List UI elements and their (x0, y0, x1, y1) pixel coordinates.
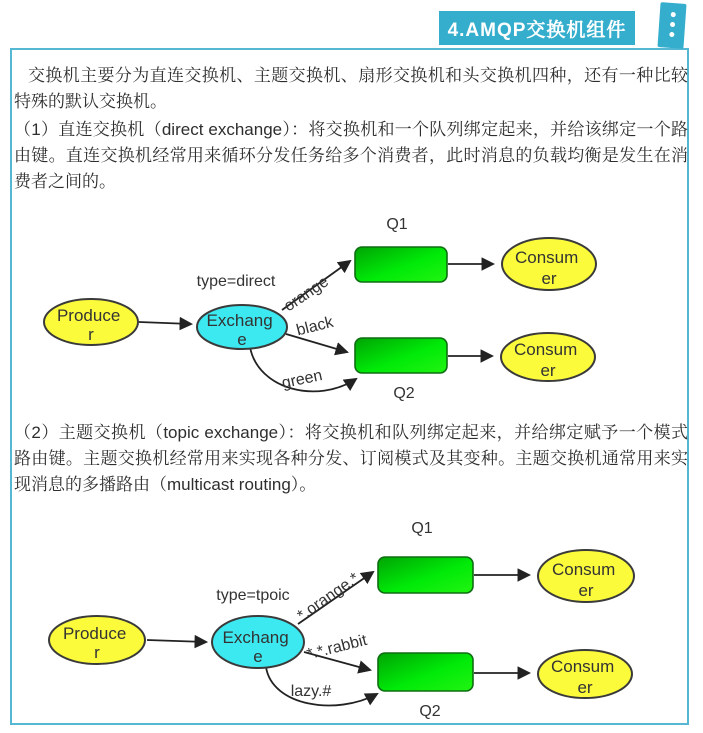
producer-label: Produce r (62, 624, 127, 662)
edge-producer-exchange (147, 640, 206, 642)
consumer1-label: Consum er (514, 248, 579, 288)
routing-key-black: black (294, 313, 336, 340)
queue-q1-label: Q1 (386, 216, 408, 233)
queue-q2-box (355, 338, 447, 373)
edge-exchange-q2 (286, 334, 347, 352)
paragraph-direct-exchange: （1）直连交换机（direct exchange）：将交换机和一个队列绑定起来，并给该绑定一个路由键。直连交换机经常用来循环分发任务给多个消费者，此时消息的负载均衡是发生在消费者之间的。 (14, 120, 688, 191)
type-label: type=tpoic (216, 587, 290, 604)
routing-key-lazy-pattern: lazy.# (290, 683, 332, 700)
queue-q1-label: Q1 (411, 520, 433, 537)
routing-key-orange-pattern: *.orange.* (294, 569, 363, 625)
queue-q2-label: Q2 (393, 385, 415, 402)
queue-q1-box (378, 557, 473, 593)
exchange-label: Exchang e (222, 628, 289, 666)
kebab-menu-icon[interactable] (657, 2, 686, 49)
diagram-direct-exchange (12, 200, 687, 405)
page-title: 4.AMQP交换机组件 (447, 19, 627, 41)
consumer2-label: Consum er (513, 340, 578, 380)
queue-q1-box (355, 247, 447, 282)
paragraph-intro: 交换机主要分为直连交换机、主题交换机、扇形交换机和头交换机四种，还有一种比较特殊的默认交换机。 (14, 66, 688, 111)
dot-icon (669, 22, 674, 27)
dot-icon (669, 32, 674, 37)
consumer2-label: Consum er (550, 657, 615, 697)
queue-q2-label: Q2 (419, 703, 441, 720)
paragraph-topic-exchange: （2）主题交换机（topic exchange）：将交换机和队列绑定起来，并给绑定赋予一个模式路由键。主题交换机经常用来实现各种分发、订阅模式及其变种。主题交换机通常用来实现消息的多播路由（multicast routing）。 (14, 423, 688, 494)
dot-icon (670, 12, 675, 17)
queue-q2-box (378, 653, 473, 691)
routing-key-orange: orange (281, 273, 332, 316)
header-bar (439, 11, 635, 45)
routing-key-green: green (280, 367, 324, 393)
type-label: type=direct (196, 273, 276, 290)
exchange-label: Exchang e (206, 311, 273, 349)
consumer1-label: Consum er (551, 560, 616, 600)
routing-key-rabbit-pattern: *.*.rabbit (305, 631, 369, 664)
edge-producer-exchange (139, 322, 191, 324)
producer-label: Produce r (56, 306, 121, 344)
diagram-topic-exchange (12, 508, 687, 725)
